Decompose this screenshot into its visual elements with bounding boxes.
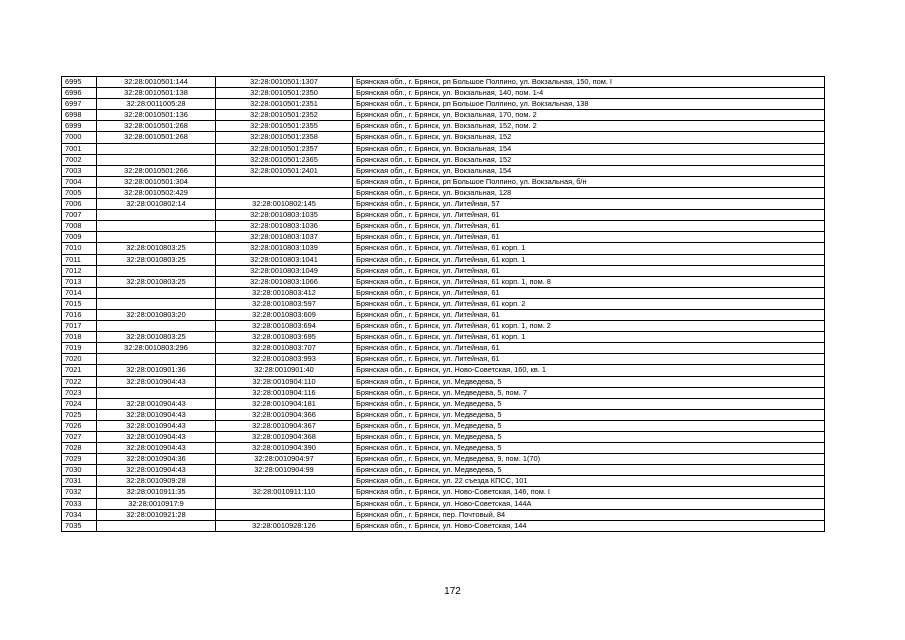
object-cadastral-number-cell: 32:28:0010803:412 — [216, 287, 353, 298]
address-cell: Брянская обл., г. Брянск, ул. Медведева, 5 — [353, 443, 825, 454]
object-cadastral-number-cell: 32:28:0010803:707 — [216, 343, 353, 354]
cadastral-number-cell — [97, 298, 216, 309]
table-row — [62, 287, 825, 298]
registry-table-body — [62, 77, 825, 532]
cadastral-number-cell: 32:28:0010901:36 — [97, 365, 216, 376]
cadastral-number-cell: 32:28:0010803:25 — [97, 276, 216, 287]
table-row — [62, 243, 825, 254]
row-number-cell: 7034 — [62, 509, 97, 520]
table-row — [62, 432, 825, 443]
cadastral-number-cell: 32:28:0010501:138 — [97, 88, 216, 99]
address-cell: Брянская обл., г. Брянск, ул. Медведева, 5, пом. 7 — [353, 387, 825, 398]
address-cell: Брянская обл., г. Брянск, ул. Вокзальная, 152 — [353, 154, 825, 165]
row-number-cell: 7020 — [62, 354, 97, 365]
object-cadastral-number-cell: 32:28:0010501:2365 — [216, 154, 353, 165]
row-number-cell: 7033 — [62, 498, 97, 509]
table-row — [62, 265, 825, 276]
row-number-cell: 6998 — [62, 110, 97, 121]
cadastral-number-cell: 32:28:0010904:43 — [97, 443, 216, 454]
cadastral-number-cell: 32:28:0010904:43 — [97, 420, 216, 431]
table-row — [62, 221, 825, 232]
table-row — [62, 454, 825, 465]
row-number-cell: 7016 — [62, 309, 97, 320]
object-cadastral-number-cell: 32:28:0010904:116 — [216, 387, 353, 398]
object-cadastral-number-cell: 32:28:0010904:367 — [216, 420, 353, 431]
address-cell: Брянская обл., г. Брянск, ул. Литейная, 61 корп. 1, пом. 8 — [353, 276, 825, 287]
object-cadastral-number-cell: 32:28:0010803:1041 — [216, 254, 353, 265]
object-cadastral-number-cell: 32:28:0010904:390 — [216, 443, 353, 454]
address-cell: Брянская обл., г. Брянск, ул. Литейная, 61 — [353, 309, 825, 320]
row-number-cell: 7000 — [62, 132, 97, 143]
table-row — [62, 465, 825, 476]
row-number-cell: 7025 — [62, 409, 97, 420]
object-cadastral-number-cell: 32:28:0010803:993 — [216, 354, 353, 365]
cadastral-number-cell: 32:28:0010803:25 — [97, 254, 216, 265]
table-row — [62, 154, 825, 165]
cadastral-number-cell: 32:28:0010909:28 — [97, 476, 216, 487]
row-number-cell: 7021 — [62, 365, 97, 376]
object-cadastral-number-cell — [216, 498, 353, 509]
cadastral-number-cell: 32:28:0010904:43 — [97, 432, 216, 443]
cadastral-number-cell: 32:28:0010502:429 — [97, 187, 216, 198]
row-number-cell: 7031 — [62, 476, 97, 487]
object-cadastral-number-cell: 32:28:0010803:597 — [216, 298, 353, 309]
address-cell: Брянская обл., г. Брянск, ул. Литейная, 61 — [353, 343, 825, 354]
address-cell: Брянская обл., г. Брянск, ул. Медведева, 9, пом. 1(70) — [353, 454, 825, 465]
table-row — [62, 298, 825, 309]
page-number: 172 — [444, 586, 461, 597]
object-cadastral-number-cell: 32:28:0010901:40 — [216, 365, 353, 376]
cadastral-number-cell: 32:28:0010501:136 — [97, 110, 216, 121]
cadastral-number-cell: 32:28:0010802:14 — [97, 199, 216, 210]
object-cadastral-number-cell: 32:28:0010803:1037 — [216, 232, 353, 243]
object-cadastral-number-cell: 32:28:0010904:110 — [216, 376, 353, 387]
address-cell: Брянская обл., г. Брянск, ул. Литейная, 61 — [353, 210, 825, 221]
address-cell: Брянская обл., г. Брянск, ул. Медведева, 5 — [353, 409, 825, 420]
table-row — [62, 354, 825, 365]
cadastral-number-cell — [97, 321, 216, 332]
address-cell: Брянская обл., г. Брянск, пер. Почтовый, 84 — [353, 509, 825, 520]
address-cell: Брянская обл., г. Брянск, ул. Литейная, 61 — [353, 232, 825, 243]
table-row — [62, 99, 825, 110]
address-cell: Брянская обл., г. Брянск, ул. Литейная, 61 — [353, 221, 825, 232]
address-cell: Брянская обл., г. Брянск, ул. Литейная, 61 корп. 2 — [353, 298, 825, 309]
object-cadastral-number-cell: 32:28:0010501:2352 — [216, 110, 353, 121]
cadastral-number-cell — [97, 520, 216, 531]
cadastral-number-cell: 32:28:0010904:43 — [97, 398, 216, 409]
row-number-cell: 7010 — [62, 243, 97, 254]
address-cell: Брянская обл., г. Брянск, ул. Вокзальная, 128 — [353, 187, 825, 198]
table-row — [62, 276, 825, 287]
row-number-cell: 7017 — [62, 321, 97, 332]
object-cadastral-number-cell: 32:28:0010501:2358 — [216, 132, 353, 143]
address-cell: Брянская обл., г. Брянск, ул. 22 съезда КПСС, 101 — [353, 476, 825, 487]
cadastral-number-cell: 32:28:0011005:28 — [97, 99, 216, 110]
address-cell: Брянская обл., г. Брянск, ул. Литейная, 61 корп. 1 — [353, 254, 825, 265]
address-cell: Брянская обл., г. Брянск, ул. Литейная, 61 корп. 1, пом. 2 — [353, 321, 825, 332]
cadastral-number-cell: 32:28:0010803:20 — [97, 309, 216, 320]
row-number-cell: 7004 — [62, 176, 97, 187]
cadastral-number-cell — [97, 221, 216, 232]
cadastral-number-cell: 32:28:0010904:36 — [97, 454, 216, 465]
address-cell: Брянская обл., г. Брянск, ул. Вокзальная, 154 — [353, 165, 825, 176]
object-cadastral-number-cell: 32:28:0010904:97 — [216, 454, 353, 465]
table-row — [62, 110, 825, 121]
address-cell: Брянская обл., г. Брянск, ул. Ново-Советская, 144А — [353, 498, 825, 509]
table-row — [62, 232, 825, 243]
row-number-cell: 7019 — [62, 343, 97, 354]
address-cell: Брянская обл., г. Брянск, ул. Медведева, 5 — [353, 432, 825, 443]
table-row — [62, 520, 825, 531]
address-cell: Брянская обл., г. Брянск, ул. Литейная, 61 — [353, 265, 825, 276]
object-cadastral-number-cell: 32:28:0010501:1307 — [216, 77, 353, 88]
table-row — [62, 343, 825, 354]
object-cadastral-number-cell: 32:28:0010911:110 — [216, 487, 353, 498]
row-number-cell: 7024 — [62, 398, 97, 409]
object-cadastral-number-cell: 32:28:0010904:181 — [216, 398, 353, 409]
row-number-cell: 7032 — [62, 487, 97, 498]
address-cell: Брянская обл., г. Брянск, ул. Медведева, 5 — [353, 376, 825, 387]
object-cadastral-number-cell: 32:28:0010803:1039 — [216, 243, 353, 254]
table-row — [62, 176, 825, 187]
table-row — [62, 77, 825, 88]
address-cell: Брянская обл., г. Брянск, рп Большое Полпино, ул. Вокзальная, 150, пом. I — [353, 77, 825, 88]
address-cell: Брянская обл., г. Брянск, ул. Медведева, 5 — [353, 398, 825, 409]
cadastral-number-cell — [97, 210, 216, 221]
address-cell: Брянская обл., г. Брянск, ул. Вокзальная, 140, пом. 1-4 — [353, 88, 825, 99]
table-row — [62, 409, 825, 420]
row-number-cell: 7015 — [62, 298, 97, 309]
registry-table — [61, 76, 825, 532]
cadastral-number-cell: 32:28:0010501:268 — [97, 132, 216, 143]
table-row — [62, 210, 825, 221]
address-cell: Брянская обл., г. Брянск, рп Большое Полпино, ул. Вокзальная, б/н — [353, 176, 825, 187]
row-number-cell: 7023 — [62, 387, 97, 398]
cadastral-number-cell: 32:28:0010803:296 — [97, 343, 216, 354]
row-number-cell: 7035 — [62, 520, 97, 531]
address-cell: Брянская обл., г. Брянск, ул. Литейная, 61 корп. 1 — [353, 243, 825, 254]
row-number-cell: 7027 — [62, 432, 97, 443]
cadastral-number-cell: 32:28:0010911:35 — [97, 487, 216, 498]
row-number-cell: 7014 — [62, 287, 97, 298]
table-row — [62, 498, 825, 509]
address-cell: Брянская обл., г. Брянск, ул. Вокзальная, 170, пом. 2 — [353, 110, 825, 121]
table-row — [62, 387, 825, 398]
table-row — [62, 398, 825, 409]
object-cadastral-number-cell: 32:28:0010803:1049 — [216, 265, 353, 276]
row-number-cell: 7007 — [62, 210, 97, 221]
object-cadastral-number-cell — [216, 176, 353, 187]
cadastral-number-cell: 32:28:0010921:28 — [97, 509, 216, 520]
address-cell: Брянская обл., г. Брянск, ул. Литейная, 61 корп. 1 — [353, 332, 825, 343]
table-row — [62, 121, 825, 132]
object-cadastral-number-cell: 32:28:0010803:1035 — [216, 210, 353, 221]
row-number-cell: 7009 — [62, 232, 97, 243]
cadastral-number-cell: 32:28:0010803:25 — [97, 332, 216, 343]
cadastral-number-cell: 32:28:0010904:43 — [97, 465, 216, 476]
table-row — [62, 376, 825, 387]
address-cell: Брянская обл., г. Брянск, ул. Вокзальная, 154 — [353, 143, 825, 154]
cadastral-number-cell — [97, 232, 216, 243]
cadastral-number-cell — [97, 354, 216, 365]
object-cadastral-number-cell: 32:28:0010904:368 — [216, 432, 353, 443]
table-row — [62, 88, 825, 99]
row-number-cell: 7013 — [62, 276, 97, 287]
row-number-cell: 7008 — [62, 221, 97, 232]
address-cell: Брянская обл., г. Брянск, рп Большое Полпино, ул. Вокзальная, 138 — [353, 99, 825, 110]
address-cell: Брянская обл., г. Брянск, ул. Ново-Советская, 146, пом. I — [353, 487, 825, 498]
cadastral-number-cell: 32:28:0010501:266 — [97, 165, 216, 176]
table-row — [62, 132, 825, 143]
table-row — [62, 443, 825, 454]
row-number-cell: 7030 — [62, 465, 97, 476]
row-number-cell: 7029 — [62, 454, 97, 465]
cadastral-number-cell: 32:28:0010501:268 — [97, 121, 216, 132]
cadastral-number-cell: 32:28:0010904:43 — [97, 376, 216, 387]
object-cadastral-number-cell: 32:28:0010501:2350 — [216, 88, 353, 99]
row-number-cell: 7018 — [62, 332, 97, 343]
row-number-cell: 7003 — [62, 165, 97, 176]
cadastral-number-cell — [97, 154, 216, 165]
object-cadastral-number-cell: 32:28:0010803:609 — [216, 309, 353, 320]
object-cadastral-number-cell: 32:28:0010501:2355 — [216, 121, 353, 132]
row-number-cell: 7006 — [62, 199, 97, 210]
cadastral-number-cell: 32:28:0010803:25 — [97, 243, 216, 254]
cadastral-number-cell — [97, 287, 216, 298]
object-cadastral-number-cell — [216, 187, 353, 198]
table-row — [62, 509, 825, 520]
cadastral-number-cell: 32:28:0010501:144 — [97, 77, 216, 88]
row-number-cell: 7026 — [62, 420, 97, 431]
object-cadastral-number-cell — [216, 509, 353, 520]
address-cell: Брянская обл., г. Брянск, ул. Медведева, 5 — [353, 465, 825, 476]
row-number-cell: 6996 — [62, 88, 97, 99]
cadastral-number-cell — [97, 143, 216, 154]
cadastral-number-cell: 32:28:0010501:304 — [97, 176, 216, 187]
table-row — [62, 254, 825, 265]
table-row — [62, 187, 825, 198]
row-number-cell: 7012 — [62, 265, 97, 276]
table-row — [62, 165, 825, 176]
row-number-cell: 7002 — [62, 154, 97, 165]
row-number-cell: 7005 — [62, 187, 97, 198]
object-cadastral-number-cell: 32:28:0010904:366 — [216, 409, 353, 420]
object-cadastral-number-cell: 32:28:0010802:145 — [216, 199, 353, 210]
row-number-cell: 6995 — [62, 77, 97, 88]
row-number-cell: 7028 — [62, 443, 97, 454]
cadastral-number-cell: 32:28:0010917:9 — [97, 498, 216, 509]
object-cadastral-number-cell: 32:28:0010803:695 — [216, 332, 353, 343]
table-row — [62, 321, 825, 332]
table-row — [62, 476, 825, 487]
object-cadastral-number-cell: 32:28:0010501:2357 — [216, 143, 353, 154]
table-row — [62, 309, 825, 320]
object-cadastral-number-cell: 32:28:0010803:1036 — [216, 221, 353, 232]
object-cadastral-number-cell: 32:28:0010803:694 — [216, 321, 353, 332]
table-row — [62, 143, 825, 154]
cadastral-number-cell — [97, 265, 216, 276]
cadastral-number-cell: 32:28:0010904:43 — [97, 409, 216, 420]
address-cell: Брянская обл., г. Брянск, ул. Литейная, 57 — [353, 199, 825, 210]
row-number-cell: 7011 — [62, 254, 97, 265]
address-cell: Брянская обл., г. Брянск, ул. Медведева, 5 — [353, 420, 825, 431]
object-cadastral-number-cell: 32:28:0010501:2401 — [216, 165, 353, 176]
address-cell: Брянская обл., г. Брянск, ул. Вокзальная, 152 — [353, 132, 825, 143]
address-cell: Брянская обл., г. Брянск, ул. Ново-Советская, 160, кв. 1 — [353, 365, 825, 376]
object-cadastral-number-cell: 32:28:0010928:126 — [216, 520, 353, 531]
object-cadastral-number-cell: 32:28:0010904:99 — [216, 465, 353, 476]
address-cell: Брянская обл., г. Брянск, ул. Вокзальная, 152, пом. 2 — [353, 121, 825, 132]
row-number-cell: 7001 — [62, 143, 97, 154]
table-row — [62, 332, 825, 343]
row-number-cell: 7022 — [62, 376, 97, 387]
row-number-cell: 6999 — [62, 121, 97, 132]
table-row — [62, 487, 825, 498]
object-cadastral-number-cell — [216, 476, 353, 487]
address-cell: Брянская обл., г. Брянск, ул. Литейная, 61 — [353, 354, 825, 365]
object-cadastral-number-cell: 32:28:0010501:2351 — [216, 99, 353, 110]
address-cell: Брянская обл., г. Брянск, ул. Литейная, 61 — [353, 287, 825, 298]
table-row — [62, 199, 825, 210]
table-row — [62, 365, 825, 376]
address-cell: Брянская обл., г. Брянск, ул. Ново-Советская, 144 — [353, 520, 825, 531]
table-row — [62, 420, 825, 431]
object-cadastral-number-cell: 32:28:0010803:1066 — [216, 276, 353, 287]
cadastral-number-cell — [97, 387, 216, 398]
row-number-cell: 6997 — [62, 99, 97, 110]
